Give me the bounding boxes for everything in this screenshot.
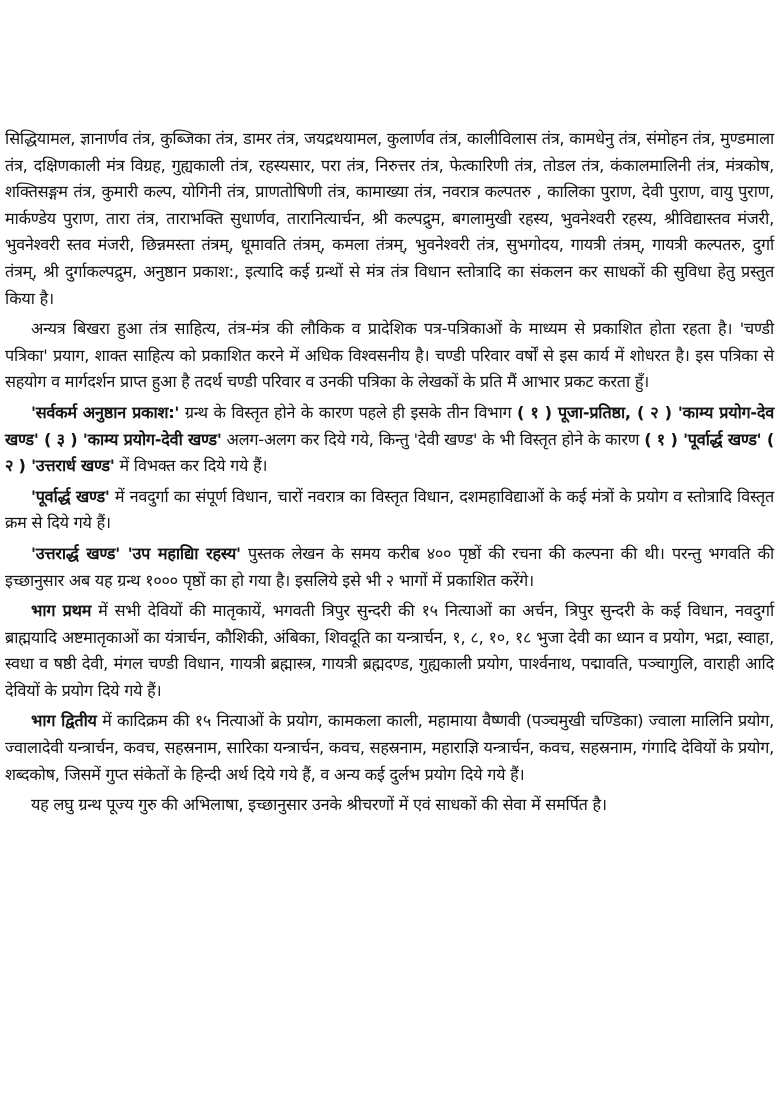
text-span: ग्रन्थ के विस्तृत होने के कारण पहले ही इसके तीन विभाग <box>179 402 518 422</box>
text-span: पुस्तक लेखन के समय करीब ४०० पृष्ठों की रचना की कल्पना की थी। परन्तु भगवति की इच्छानुसार अब यह ग्रन्थ १००० पृष्ठों का हो गया है। इसलिये इसे भी २ भागों में प्रकाशित करेंगे। <box>5 543 775 590</box>
text-span: में सभी देवियों की मातृकायें, भगवती त्रिपुर सुन्दरी की १५ नित्याओं का अर्चन, त्रिपुर सुन्दरी के कई विधान, नवदुर्गा ब्राह्मयादि अष्टमातृकाओं का यंत्रार्चन, कौशिकी, अंबिका, शिवदूति का यन्त्रार्चन, १, ८, १०, १८ भुजा देवी का ध्यान व प्रयोग, भद्रा, स्वाहा, स्वधा व षष्ठी देवी, मंगल चण्डी विधान, गायत्री ब्रह्मास्त्र, गायत्री ब्रह्मदण्ड, गुह्यकाली प्रयोग, पार्श्वनाथ, पद्मावति, पञ्चागुलि, वाराही आदि देवियों के प्रयोग दिये गये हैं। <box>5 601 774 700</box>
paragraph-chandi-patrika: अन्यत्र बिखरा हुआ तंत्र साहित्य, तंत्र-मंत्र की लौकिक व प्रादेशिक पत्र-पत्रिकाओं के माध्यम से प्रकाशित होता रहता है। 'चण्डी पत्रिका' प्रयाग, शाक्त साहित्य को प्रकाशित करने में अधिक विश्वसनीय है। चण्डी परिवार वर्षों से इस कार्य में शोधरत है। इस पत्रिका से सहयोग व मार्गदर्शन प्राप्त हुआ है तदर्थ चण्डी परिवार व उनकी पत्रिका के लेखकों के प्रति मैं आभार प्रकट करता हुँ। <box>5 319 774 392</box>
paragraph-anushthan-prakash <box>5 400 774 480</box>
text-span: अलग-अलग कर दिये गये, किन्तु 'देवी खण्ड' के भी विस्तृत होने के कारण <box>221 429 645 449</box>
paragraph-uttarardh-khand <box>5 541 774 594</box>
text-span: में विभक्त कर दिये गये हैं। <box>114 456 268 476</box>
paragraph-source-texts: सिद्धियामल, ज्ञानार्णव तंत्र, कुब्जिका तंत्र, डामर तंत्र, जयद्रथयामल, कुलार्णव तंत्र, कालीविलास तंत्र, कामधेनु तंत्र, संमोहन तंत्र, मुण्डमाला तंत्र, दक्षिणकाली मंत्र विग्रह, गुह्यकाली तंत्र, रहस्यसार, परा तंत्र, निरुत्तर तंत्र, फेत्कारिणी तंत्र, तोडल तंत्र, कंकालमालिनी तंत्र, मंत्रकोष, शक्तिसङ्गम तंत्र, कुमारी कल्प, योगिनी तंत्र, प्राणतोषिणी तंत्र, कामाख्या तंत्र, नवरात्र कल्पतरु , कालिका पुराण, देवी पुराण, वायु पुराण, मार्कण्डेय पुराण, तारा तंत्र, ताराभक्ति सुधार्णव, तारानित्यार्चन, श्री कल्पद्रुम, बगलामुखी रहस्य, भुवनेश्वरी रहस्य, श्रीविद्यास्तव मंजरी, भुवनेश्वरी स्तव मंजरी, छिन्नमस्ता तंत्रम्, धूमावति तंत्रम्, कमला तंत्रम्, भुवनेश्वरी तंत्र, सुभगोदय, गायत्री तंत्रम्, गायत्री कल्पतरु, दुर्गा तंत्रम्, श्री दुर्गाकल्पद्रुम, अनुष्ठान प्रकाश:, इत्यादि कई ग्रन्थों से मंत्र तंत्र विधान स्तोत्रादि का संकलन कर साधकों की सुविधा हेतु प्रस्तुत किया है। <box>5 129 774 308</box>
volume-list: ( १ ) पूजा-प्रतिष्ठा, ( २ ) 'काम्य प्रयोग-देव खण्ड' ( ३ ) 'काम्य प्रयोग-देवी खण्ड' <box>5 402 774 449</box>
part-title: 'उत्तरार्द्ध खण्ड' 'उप महाद्यिा रहस्य' <box>31 543 241 563</box>
text-span: में नवदुर्गा का संपूर्ण विधान, चारों नवरात्र का विस्तृत विधान, दशमहाविद्याओं के कई मंत्रों के प्रयोग व स्तोत्रादि विस्तृत क्रम से दिये गये हैं। <box>5 486 774 533</box>
paragraph-dedication: यह लघु ग्रन्थ पूज्य गुरु की अभिलाषा, इच्छानुसार उनके श्रीचरणों में एवं साधकों की सेवा में समर्पित है। <box>31 795 607 815</box>
paragraph-bhag-dwitiya <box>5 708 774 788</box>
part-title: भाग प्रथम <box>31 601 92 621</box>
paragraph-purvardh-khand <box>5 484 774 537</box>
part-title: 'पूर्वार्द्ध खण्ड' <box>31 486 110 506</box>
text-span: में कादिक्रम की १५ नित्याओं के प्रयोग, कामकला काली, महामाया वैष्णवी (पञ्चमुखी चण्डिका) ज्वाला मालिनि प्रयोग, ज्वालादेवी यन्त्रार्चन, कवच, सहस्रनाम, सारिका यन्त्रार्चन, कवच, सहस्रनाम, महाराज्ञि यन्त्रार्चन, कवच, सहस्रनाम, गंगादि देवियों के प्रयोग, शब्दकोष, जिसमें गुप्त संकेतों के हिन्दी अर्थ दिये गये हैं, व अन्य कई दुर्लभ प्रयोग दिये गये हैं। <box>5 711 774 784</box>
part-title: भाग द्वितीय <box>31 711 97 731</box>
book-title: 'सर्वकर्म अनुष्ठान प्रकाश:' <box>31 402 180 422</box>
paragraph-bhag-pratham <box>5 598 774 704</box>
part-list: ( १ ) 'पूर्वार्द्ध खण्ड' ( २ ) 'उत्तरार्ध खण्ड' <box>5 429 774 476</box>
